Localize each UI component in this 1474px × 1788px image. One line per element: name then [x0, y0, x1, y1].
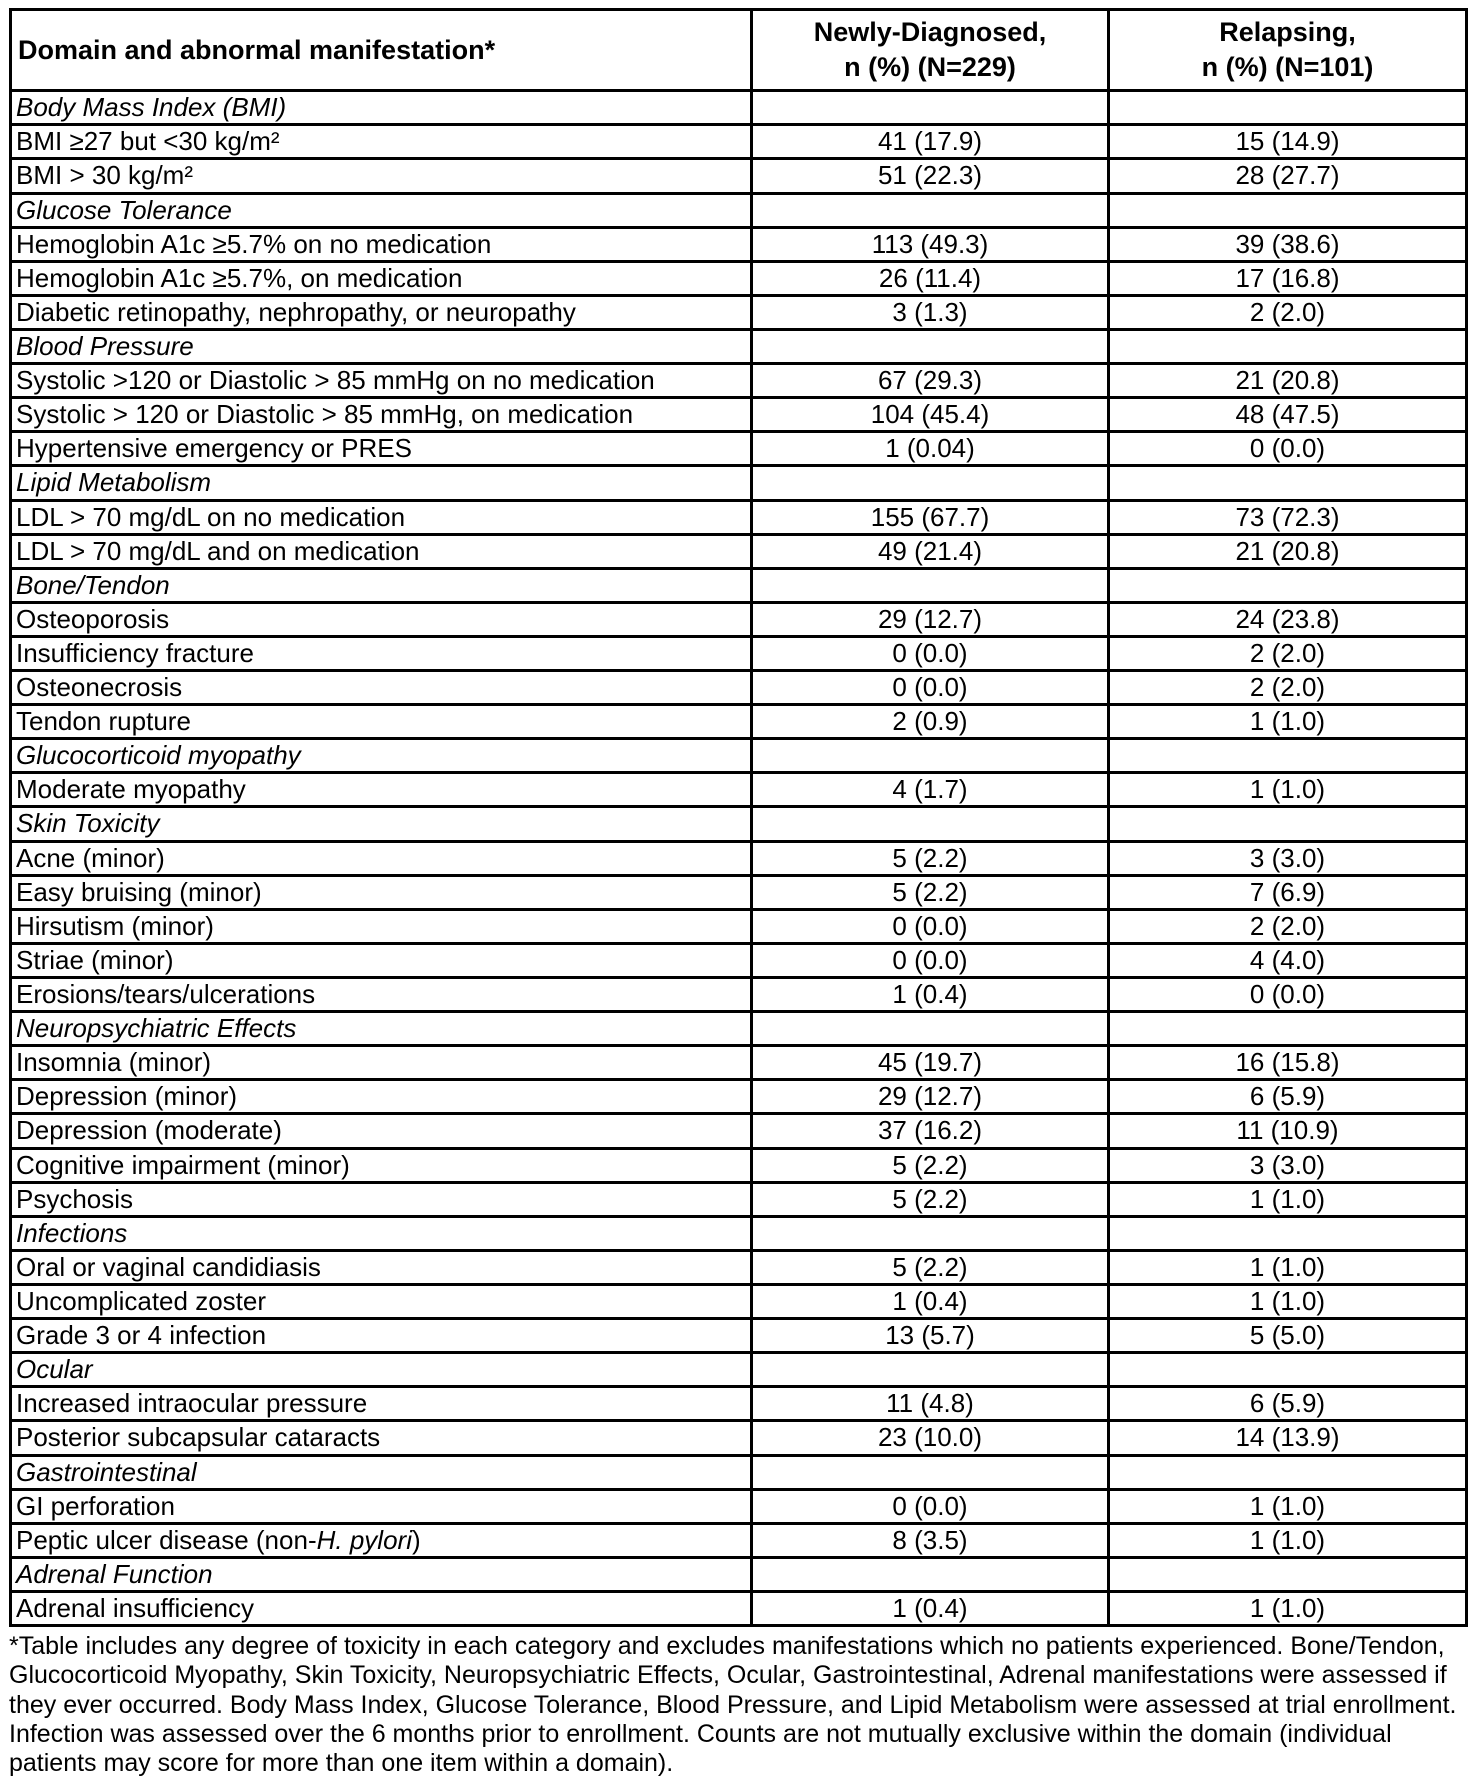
manifestation-label: Adrenal insufficiency [11, 1592, 752, 1626]
newly-diagnosed-value: 1 (0.04) [752, 432, 1109, 466]
manifestation-label: Cognitive impairment (minor) [11, 1148, 752, 1182]
newly-diagnosed-value: 5 (2.2) [752, 1148, 1109, 1182]
table-body [11, 91, 1467, 1626]
table-header [11, 10, 1467, 91]
relapsing-value: 1 (1.0) [1109, 1285, 1467, 1319]
manifestation-row [11, 1250, 1467, 1284]
empty-cell [1109, 739, 1467, 773]
relapsing-value: 2 (2.0) [1109, 295, 1467, 329]
empty-cell [1109, 466, 1467, 500]
newly-diagnosed-value: 104 (45.4) [752, 398, 1109, 432]
newly-diagnosed-value: 113 (49.3) [752, 227, 1109, 261]
manifestation-row [11, 1148, 1467, 1182]
manifestation-label: Systolic > 120 or Diastolic > 85 mmHg, on medication [11, 398, 752, 432]
newly-diagnosed-value: 1 (0.4) [752, 978, 1109, 1012]
manifestation-row [11, 1114, 1467, 1148]
domain-label: Glucose Tolerance [11, 193, 752, 227]
relapsing-value: 48 (47.5) [1109, 398, 1467, 432]
relapsing-value: 1 (1.0) [1109, 1489, 1467, 1523]
header-newly-diagnosed-column [752, 10, 1109, 91]
domain-label: Blood Pressure [11, 329, 752, 363]
domain-row [11, 568, 1467, 602]
manifestation-label: LDL > 70 mg/dL and on medication [11, 534, 752, 568]
domain-label: Lipid Metabolism [11, 466, 752, 500]
relapsing-value: 11 (10.9) [1109, 1114, 1467, 1148]
domain-row [11, 1557, 1467, 1591]
manifestation-label: Hirsutism (minor) [11, 909, 752, 943]
newly-diagnosed-value: 45 (19.7) [752, 1046, 1109, 1080]
empty-cell [752, 1455, 1109, 1489]
manifestation-label: Erosions/tears/ulcerations [11, 978, 752, 1012]
relapsing-value: 24 (23.8) [1109, 602, 1467, 636]
header-newly-diagnosed-line2: n (%) (N=229) [844, 52, 1016, 83]
domain-row [11, 1012, 1467, 1046]
newly-diagnosed-value: 67 (29.3) [752, 364, 1109, 398]
relapsing-value: 4 (4.0) [1109, 943, 1467, 977]
newly-diagnosed-value: 5 (2.2) [752, 1182, 1109, 1216]
manifestation-row [11, 432, 1467, 466]
manifestation-label: Psychosis [11, 1182, 752, 1216]
toxicity-table [9, 8, 1468, 1627]
newly-diagnosed-value: 23 (10.0) [752, 1421, 1109, 1455]
empty-cell [1109, 1012, 1467, 1046]
manifestation-label: Grade 3 or 4 infection [11, 1319, 752, 1353]
empty-cell [1109, 807, 1467, 841]
relapsing-value: 1 (1.0) [1109, 1592, 1467, 1626]
header-relapsing-line1: Relapsing, [1219, 17, 1356, 47]
newly-diagnosed-value: 0 (0.0) [752, 943, 1109, 977]
manifestation-label: Insufficiency fracture [11, 636, 752, 670]
newly-diagnosed-value: 0 (0.0) [752, 671, 1109, 705]
relapsing-value: 1 (1.0) [1109, 1250, 1467, 1284]
newly-diagnosed-value: 5 (2.2) [752, 841, 1109, 875]
manifestation-label [11, 1523, 752, 1557]
newly-diagnosed-value: 13 (5.7) [752, 1319, 1109, 1353]
header-relapsing-line2: n (%) (N=101) [1201, 52, 1374, 83]
empty-cell [752, 1353, 1109, 1387]
empty-cell [752, 739, 1109, 773]
manifestation-row [11, 227, 1467, 261]
newly-diagnosed-value: 155 (67.7) [752, 500, 1109, 534]
manifestation-row [11, 705, 1467, 739]
newly-diagnosed-value: 0 (0.0) [752, 1489, 1109, 1523]
relapsing-value: 6 (5.9) [1109, 1387, 1467, 1421]
relapsing-value: 0 (0.0) [1109, 978, 1467, 1012]
newly-diagnosed-value: 11 (4.8) [752, 1387, 1109, 1421]
domain-row [11, 466, 1467, 500]
newly-diagnosed-value: 1 (0.4) [752, 1592, 1109, 1626]
manifestation-row [11, 1387, 1467, 1421]
newly-diagnosed-value: 2 (0.9) [752, 705, 1109, 739]
manifestation-row [11, 125, 1467, 159]
relapsing-value: 6 (5.9) [1109, 1080, 1467, 1114]
manifestation-label: Osteonecrosis [11, 671, 752, 705]
manifestation-row [11, 1421, 1467, 1455]
empty-cell [1109, 329, 1467, 363]
newly-diagnosed-value: 8 (3.5) [752, 1523, 1109, 1557]
manifestation-label: LDL > 70 mg/dL on no medication [11, 500, 752, 534]
manifestation-label: Diabetic retinopathy, nephropathy, or neuropathy [11, 295, 752, 329]
domain-row [11, 1455, 1467, 1489]
domain-label: Bone/Tendon [11, 568, 752, 602]
manifestation-row [11, 1319, 1467, 1353]
manifestation-row [11, 636, 1467, 670]
newly-diagnosed-value: 29 (12.7) [752, 1080, 1109, 1114]
relapsing-value: 14 (13.9) [1109, 1421, 1467, 1455]
empty-cell [752, 329, 1109, 363]
empty-cell [752, 1216, 1109, 1250]
label-part: ) [411, 1524, 421, 1555]
manifestation-label: Depression (moderate) [11, 1114, 752, 1148]
manifestation-row [11, 398, 1467, 432]
empty-cell [1109, 1557, 1467, 1591]
domain-label: Gastrointestinal [11, 1455, 752, 1489]
empty-cell [1109, 193, 1467, 227]
relapsing-value: 16 (15.8) [1109, 1046, 1467, 1080]
manifestation-label: BMI > 30 kg/m² [11, 159, 752, 193]
newly-diagnosed-value: 0 (0.0) [752, 909, 1109, 943]
relapsing-value: 21 (20.8) [1109, 534, 1467, 568]
empty-cell [752, 1012, 1109, 1046]
manifestation-row [11, 364, 1467, 398]
empty-cell [752, 807, 1109, 841]
manifestation-label: Uncomplicated zoster [11, 1285, 752, 1319]
header-relapsing-column [1109, 10, 1467, 91]
empty-cell [1109, 568, 1467, 602]
domain-row [11, 807, 1467, 841]
domain-row [11, 91, 1467, 125]
manifestation-label: Moderate myopathy [11, 773, 752, 807]
manifestation-row [11, 534, 1467, 568]
manifestation-label: Posterior subcapsular cataracts [11, 1421, 752, 1455]
relapsing-value: 39 (38.6) [1109, 227, 1467, 261]
newly-diagnosed-value: 41 (17.9) [752, 125, 1109, 159]
relapsing-value: 3 (3.0) [1109, 1148, 1467, 1182]
domain-row [11, 1216, 1467, 1250]
domain-label: Body Mass Index (BMI) [11, 91, 752, 125]
newly-diagnosed-value: 0 (0.0) [752, 636, 1109, 670]
domain-label: Ocular [11, 1353, 752, 1387]
relapsing-value: 1 (1.0) [1109, 705, 1467, 739]
manifestation-row [11, 1080, 1467, 1114]
domain-label: Glucocorticoid myopathy [11, 739, 752, 773]
empty-cell [752, 91, 1109, 125]
manifestation-row [11, 500, 1467, 534]
relapsing-value: 1 (1.0) [1109, 1182, 1467, 1216]
manifestation-row [11, 1285, 1467, 1319]
manifestation-label: Systolic >120 or Diastolic > 85 mmHg on no medication [11, 364, 752, 398]
manifestation-row [11, 1489, 1467, 1523]
manifestation-label: Tendon rupture [11, 705, 752, 739]
relapsing-value: 2 (2.0) [1109, 636, 1467, 670]
header-domain-column: Domain and abnormal manifestation* [11, 10, 752, 91]
newly-diagnosed-value: 5 (2.2) [752, 875, 1109, 909]
relapsing-value: 21 (20.8) [1109, 364, 1467, 398]
empty-cell [1109, 1455, 1467, 1489]
manifestation-row [11, 773, 1467, 807]
newly-diagnosed-value: 29 (12.7) [752, 602, 1109, 636]
manifestation-label: Insomnia (minor) [11, 1046, 752, 1080]
domain-row [11, 739, 1467, 773]
manifestation-row [11, 1592, 1467, 1626]
manifestation-row [11, 159, 1467, 193]
manifestation-label: Osteoporosis [11, 602, 752, 636]
manifestation-row [11, 261, 1467, 295]
manifestation-label: Hemoglobin A1c ≥5.7%, on medication [11, 261, 752, 295]
relapsing-value: 1 (1.0) [1109, 1523, 1467, 1557]
manifestation-row [11, 841, 1467, 875]
newly-diagnosed-value: 51 (22.3) [752, 159, 1109, 193]
manifestation-label: Acne (minor) [11, 841, 752, 875]
manifestation-row [11, 671, 1467, 705]
manifestation-label: Increased intraocular pressure [11, 1387, 752, 1421]
newly-diagnosed-value: 37 (16.2) [752, 1114, 1109, 1148]
header-row [11, 10, 1467, 91]
empty-cell [752, 1557, 1109, 1591]
empty-cell [1109, 1353, 1467, 1387]
empty-cell [752, 193, 1109, 227]
manifestation-row [11, 295, 1467, 329]
manifestation-label: GI perforation [11, 1489, 752, 1523]
manifestation-label: Oral or vaginal candidiasis [11, 1250, 752, 1284]
header-newly-diagnosed-line1: Newly-Diagnosed, [813, 17, 1047, 47]
manifestation-row [11, 943, 1467, 977]
relapsing-value: 73 (72.3) [1109, 500, 1467, 534]
manifestation-label: Depression (minor) [11, 1080, 752, 1114]
domain-row [11, 329, 1467, 363]
newly-diagnosed-value: 4 (1.7) [752, 773, 1109, 807]
relapsing-value: 2 (2.0) [1109, 909, 1467, 943]
newly-diagnosed-value: 5 (2.2) [752, 1250, 1109, 1284]
relapsing-value: 2 (2.0) [1109, 671, 1467, 705]
manifestation-row [11, 1523, 1467, 1557]
domain-row [11, 1353, 1467, 1387]
label-italic-part: H. pylori [316, 1524, 412, 1555]
relapsing-value: 17 (16.8) [1109, 261, 1467, 295]
domain-label: Skin Toxicity [11, 807, 752, 841]
domain-label: Adrenal Function [11, 1557, 752, 1591]
newly-diagnosed-value: 1 (0.4) [752, 1285, 1109, 1319]
domain-label: Infections [11, 1216, 752, 1250]
newly-diagnosed-value: 3 (1.3) [752, 295, 1109, 329]
relapsing-value: 7 (6.9) [1109, 875, 1467, 909]
manifestation-label: Striae (minor) [11, 943, 752, 977]
relapsing-value: 3 (3.0) [1109, 841, 1467, 875]
relapsing-value: 28 (27.7) [1109, 159, 1467, 193]
newly-diagnosed-value: 26 (11.4) [752, 261, 1109, 295]
relapsing-value: 15 (14.9) [1109, 125, 1467, 159]
label-part: Peptic ulcer disease (non- [16, 1524, 317, 1555]
relapsing-value: 1 (1.0) [1109, 773, 1467, 807]
newly-diagnosed-value: 49 (21.4) [752, 534, 1109, 568]
empty-cell [1109, 91, 1467, 125]
manifestation-row [11, 875, 1467, 909]
empty-cell [1109, 1216, 1467, 1250]
manifestation-row [11, 909, 1467, 943]
table-footnote: *Table includes any degree of toxicity in each category and excludes manifestations which no patients experienced. Bone/Tendon, Glucocorticoid Myopathy, Skin Toxicity, Neuropsychiatric Effects, Ocular, Gastrointestinal, Adrenal manifestations were assessed if they ever occurred. Body Mass Index, Glucose Tolerance, Blood Pressure, and Lipid Metabolism were assessed at trial enrollment. Infection was assessed over the 6 months prior to enrollment. Counts are not mutually exclusive within the domain (individual patients may score for more than one item within a domain). [9, 1632, 1457, 1778]
empty-cell [752, 568, 1109, 602]
domain-label: Neuropsychiatric Effects [11, 1012, 752, 1046]
manifestation-label: BMI ≥27 but <30 kg/m² [11, 125, 752, 159]
manifestation-label: Hemoglobin A1c ≥5.7% on no medication [11, 227, 752, 261]
manifestation-label: Hypertensive emergency or PRES [11, 432, 752, 466]
manifestation-row [11, 1182, 1467, 1216]
manifestation-row [11, 978, 1467, 1012]
domain-row [11, 193, 1467, 227]
relapsing-value: 5 (5.0) [1109, 1319, 1467, 1353]
empty-cell [752, 466, 1109, 500]
manifestation-label: Easy bruising (minor) [11, 875, 752, 909]
manifestation-row [11, 602, 1467, 636]
relapsing-value: 0 (0.0) [1109, 432, 1467, 466]
manifestation-row [11, 1046, 1467, 1080]
